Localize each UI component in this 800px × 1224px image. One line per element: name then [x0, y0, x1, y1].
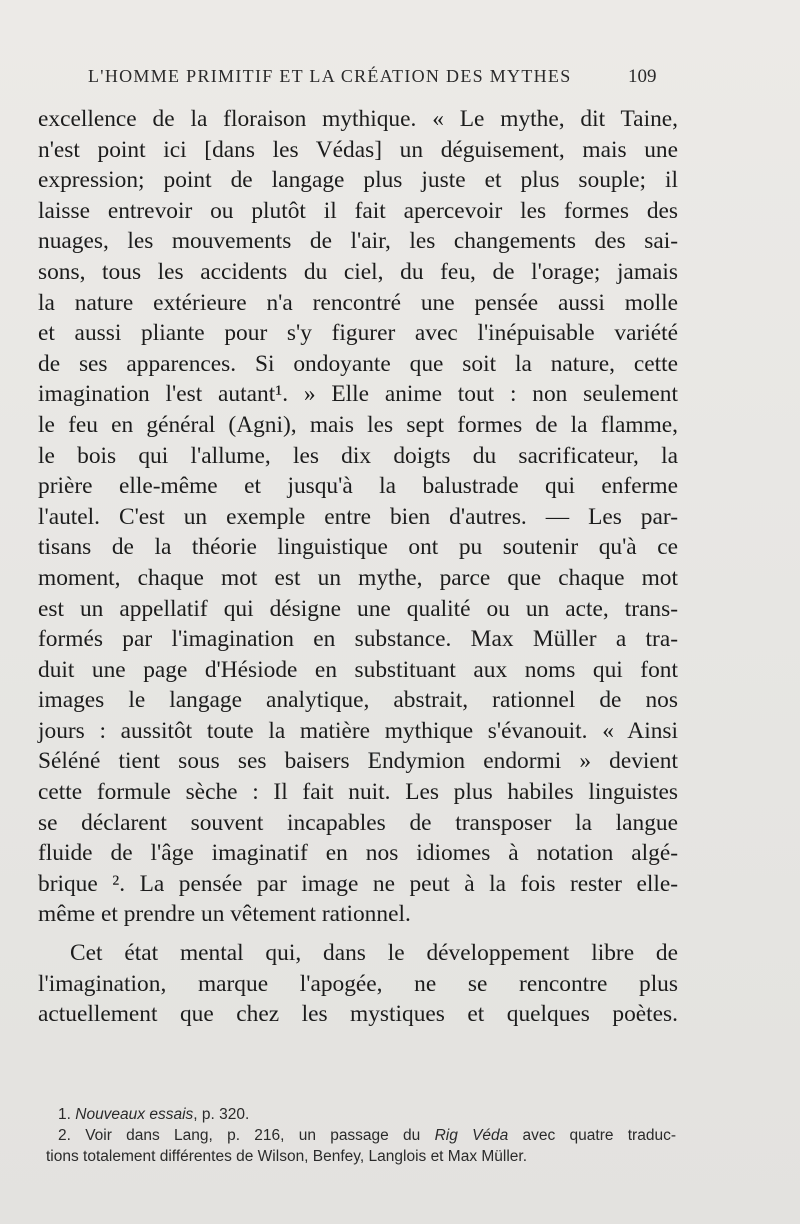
text-line: moment, chaque mot est un mythe, parce que chaque mot [38, 564, 678, 591]
page-number: 109 [628, 66, 657, 87]
text-line: nuages, les mouvements de l'air, les changements des sai- [38, 228, 678, 255]
body-text [38, 104, 678, 1030]
text-line: jours : aussitôt toute la matière mythique s'évanouit. « Ainsi [38, 717, 678, 744]
footnote-text: , p. 320. [193, 1106, 250, 1123]
footnote-2 [46, 1125, 676, 1146]
text-line: la nature extérieure n'a rencontré une pensée aussi molle [38, 289, 678, 316]
text-line: le bois qui l'allume, les dix doigts du sacrificateur, la [38, 442, 678, 469]
footnote-text: Voir dans Lang, p. 216, un passage du [85, 1127, 435, 1144]
text-line: sons, tous les accidents du ciel, du feu, de l'orage; jamais [38, 258, 678, 285]
footnote-number: 2. [58, 1127, 71, 1144]
text-line: brique ². La pensée par image ne peut à la fois rester elle- [38, 870, 678, 897]
text-line: l'autel. C'est un exemple entre bien d'autres. — Les par- [38, 503, 678, 530]
text-line: tisans de la théorie linguistique ont pu soutenir qu'à ce [38, 534, 678, 561]
text-line: prière elle-même et jusqu'à la balustrade qui enferme [38, 473, 678, 500]
footnote-number: 1. [58, 1106, 71, 1123]
text-line: même et prendre un vêtement rationnel. [38, 901, 411, 928]
footnote-title: Nouveaux essais [75, 1106, 194, 1123]
text-line: l'imagination, marque l'apogée, ne se rencontre plus [38, 970, 678, 997]
footnote-1 [46, 1104, 676, 1125]
text-line: Cet état mental qui, dans le développement libre de [70, 940, 678, 967]
footnote-title: Rig Véda [434, 1127, 509, 1144]
text-line: se déclarent souvent incapables de transposer la langue [38, 809, 678, 836]
text-line: et aussi pliante pour s'y figurer avec l'inépuisable variété [38, 320, 678, 347]
text-line: n'est point ici [dans les Védas] un déguisement, mais une [38, 136, 678, 163]
text-line: duit une page d'Hésiode en substituant aux noms qui font [38, 656, 678, 683]
text-line: Séléné tient sous ses baisers Endymion endormi » devient [38, 748, 678, 775]
text-line: fluide de l'âge imaginatif en nos idiomes à notation algé- [38, 840, 678, 867]
footnote-2-continued: tions totalement différentes de Wilson, Benfey, Langlois et Max Müller. [46, 1148, 528, 1165]
text-line: cette formule sèche : Il fait nuit. Les plus habiles linguistes [38, 779, 678, 806]
text-line: imagination l'est autant¹. » Elle anime tout : non seulement [38, 381, 678, 408]
text-line: de ses apparences. Si ondoyante que soit la nature, cette [38, 350, 678, 377]
footnotes [46, 1104, 676, 1167]
text-line: est un appellatif qui désigne une qualité ou un acte, trans- [38, 595, 678, 622]
text-line: excellence de la floraison mythique. « Le mythe, dit Taine, [38, 106, 678, 132]
paragraph-gap [38, 930, 678, 938]
running-head: L'HOMME PRIMITIF ET LA CRÉATION DES MYTHES [88, 66, 572, 86]
text-line: le feu en général (Agni), mais les sept formes de la flamme, [38, 411, 678, 438]
text-line: laisse entrevoir ou plutôt il fait apercevoir les formes des [38, 197, 678, 224]
text-line: actuellement que chez les mystiques et quelques poètes. [38, 1001, 678, 1028]
footnote-text: avec quatre traduc- [508, 1127, 676, 1144]
text-line: expression; point de langage plus juste et plus souple; il [38, 167, 678, 194]
text-line: formés par l'imagination en substance. Max Müller a tra- [38, 626, 678, 653]
text-line: images le langage analytique, abstrait, rationnel de nos [38, 687, 678, 714]
